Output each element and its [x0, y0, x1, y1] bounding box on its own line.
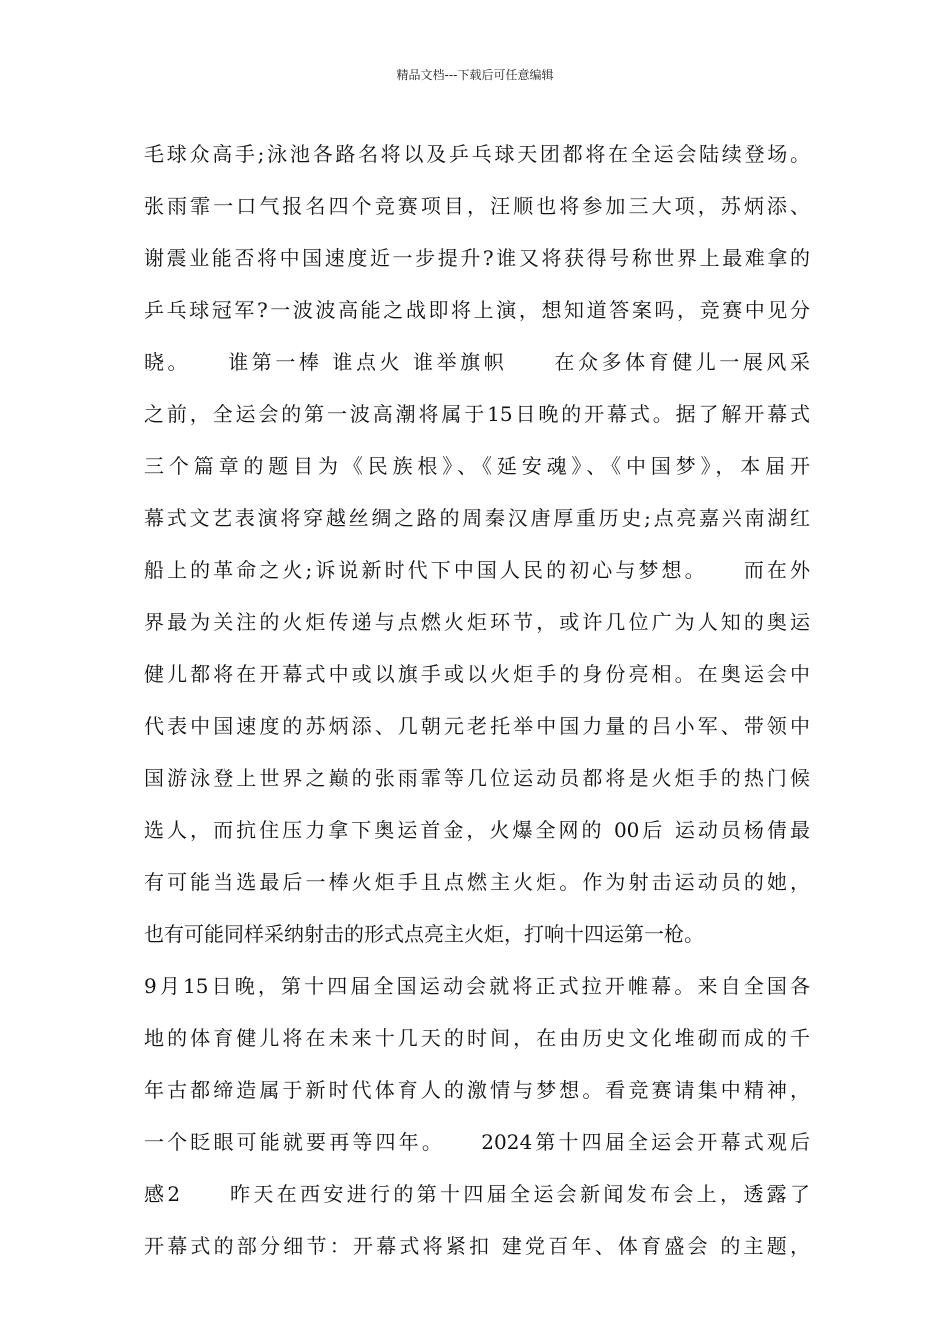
- text-line: 三个篇章的题目为《民族根》、《延安魂》、《中国梦》，本届开: [144, 454, 810, 478]
- text-line: 9月15日晚，第十四届全国运动会就将正式拉开帷幕。来自全国各: [144, 974, 810, 998]
- text-line: 张雨霏一口气报名四个竞赛项目，汪顺也将参加三大项，苏炳添、: [144, 194, 810, 218]
- text-line: 年古都缔造属于新时代体育人的激情与梦想。看竞赛请集中精神，: [144, 1078, 810, 1102]
- text-line: 晓。 谁第一棒 谁点火 谁举旗帜 在众多体育健儿一展风采: [144, 350, 810, 374]
- text-line: 健儿都将在开幕式中或以旗手或以火炬手的身份亮相。在奥运会中: [144, 662, 810, 686]
- text-line: 之前，全运会的第一波高潮将属于15日晚的开幕式。据了解开幕式: [144, 402, 810, 426]
- page-header: 精品文档---下载后可任意编辑: [396, 68, 554, 82]
- text-line: 代表中国速度的苏炳添、几朝元老托举中国力量的吕小军、带领中: [144, 714, 810, 738]
- text-line: 谢震业能否将中国速度近一步提升?谁又将获得号称世界上最难拿的: [144, 246, 810, 270]
- text-line: 地的体育健儿将在未来十几天的时间，在由历史文化堆砌而成的千: [144, 1026, 810, 1050]
- text-line: 国游泳登上世界之巅的张雨霏等几位运动员都将是火炬手的热门候: [144, 766, 810, 790]
- text-line: 也有可能同样采纳射击的形式点亮主火炬，打响十四运第一枪。: [144, 922, 704, 946]
- text-line: 选人，而抗住压力拿下奥运首金，火爆全网的 00后 运动员杨倩最: [144, 818, 810, 842]
- text-line: 毛球众高手;泳池各路名将以及乒乓球天团都将在全运会陆续登场。: [144, 142, 810, 166]
- text-line: 船上的革命之火;诉说新时代下中国人民的初心与梦想。 而在外: [144, 558, 810, 582]
- text-line: 感2 昨天在西安进行的第十四届全运会新闻发布会上，透露了: [144, 1182, 810, 1206]
- text-line: 有可能当选最后一棒火炬手且点燃主火炬。作为射击运动员的她，: [144, 870, 810, 894]
- body-text: [144, 128, 810, 1272]
- text-line: 界最为关注的火炬传递与点燃火炬环节，或许几位广为人知的奥运: [144, 610, 810, 634]
- text-line: 乒乓球冠军?一波波高能之战即将上演，想知道答案吗，竞赛中见分: [144, 298, 810, 322]
- text-line: 幕式文艺表演将穿越丝绸之路的周秦汉唐厚重历史;点亮嘉兴南湖红: [144, 506, 810, 530]
- text-line: 一个眨眼可能就要再等四年。 2024第十四届全运会开幕式观后: [144, 1130, 810, 1154]
- text-line: 开幕式的部分细节：开幕式将紧扣 建党百年、体育盛会 的主题，: [144, 1234, 810, 1258]
